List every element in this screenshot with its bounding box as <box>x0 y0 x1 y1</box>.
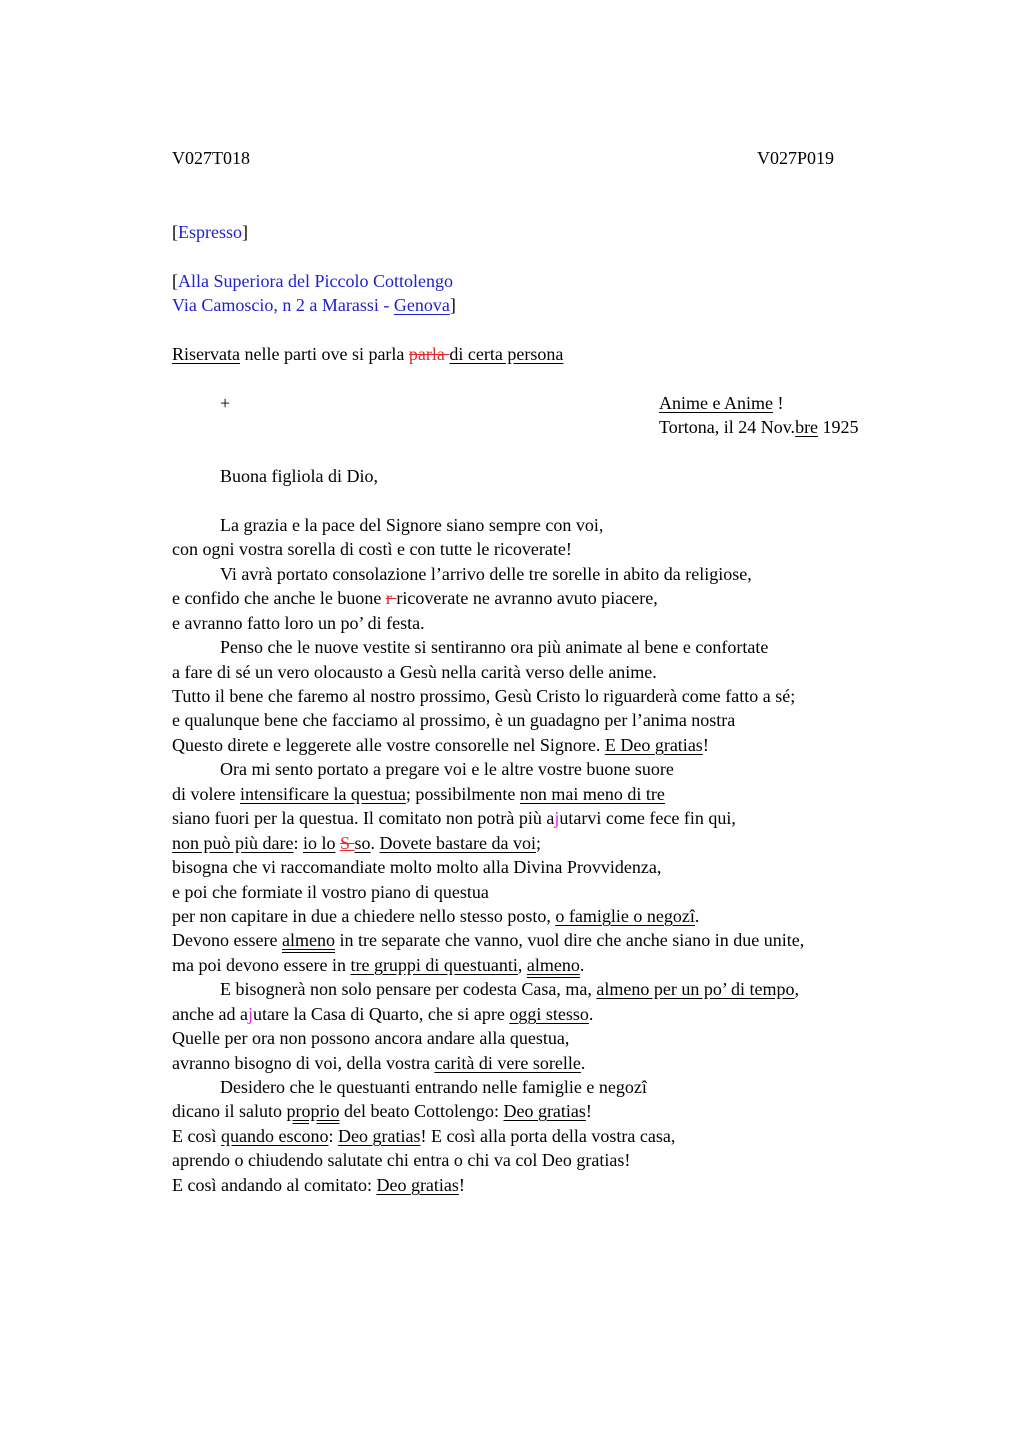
struck-word: parla <box>408 344 450 364</box>
body-line: Devono essere almeno in tre separate che vanno, vuol dire che anche siano in due unite, <box>172 930 805 950</box>
document-code-left: V027T018 <box>172 148 250 168</box>
body-line: non può più dare: io lo S so. Dovete bastare da voi; <box>172 833 541 853</box>
riservata-note: Riservata nelle parti ove si parla parla di certa persona <box>172 344 564 364</box>
motto: Anime e Anime ! <box>659 393 784 413</box>
body-line: avranno bisogno di voi, della vostra carità di vere sorelle. <box>172 1053 586 1073</box>
address-recipient: Alla Superiora del Piccolo Cottolengo <box>178 271 453 291</box>
body-line: Tutto il bene che faremo al nostro prossimo, Gesù Cristo lo riguarderà come fatto a sé; <box>172 686 796 706</box>
body-line: Desidero che le questuanti entrando nelle famiglie e negozî <box>220 1077 647 1097</box>
body-line: anche ad ajutare la Casa di Quarto, che si apre oggi stesso. <box>172 1004 594 1024</box>
address-line-2: Via Camoscio, n 2 a Marassi - Genova] <box>172 295 456 315</box>
body-line: di volere intensificare la questua; possibilmente non mai meno di tre <box>172 784 665 804</box>
address-line-1: [Alla Superiora del Piccolo Cottolengo <box>172 271 453 291</box>
body-line: e avranno fatto loro un po’ di festa. <box>172 613 425 633</box>
body-line: Ora mi sento portato a pregare voi e le altre vostre buone suore <box>220 759 674 779</box>
body-line: E così quando escono: Deo gratias! E così alla porta della vostra casa, <box>172 1126 676 1146</box>
riservata-word: Riservata <box>172 344 240 364</box>
body-line: E bisognerà non solo pensare per codesta Casa, ma, almeno per un po’ di tempo, <box>220 979 800 999</box>
body-line: con ogni vostra sorella di costì e con tutte le ricoverate! <box>172 539 572 559</box>
body-line: Questo direte e leggerete alle vostre consorelle nel Signore. E Deo gratias! <box>172 735 709 755</box>
body-line: E così andando al comitato: Deo gratias! <box>172 1175 465 1195</box>
dateline: Tortona, il 24 Nov.bre 1925 <box>659 417 859 437</box>
body-line: dicano il saluto proprio del beato Cottolengo: Deo gratias! <box>172 1101 592 1121</box>
document-code-right: V027P019 <box>757 148 835 168</box>
body-line: siano fuori per la questua. Il comitato non potrà più ajutarvi come fece fin qui, <box>172 808 736 828</box>
body-line: Vi avrà portato consolazione l’arrivo delle tre sorelle in abito da religiose, <box>220 564 752 584</box>
body-line: per non capitare in due a chiedere nello stesso posto, o famiglie o negozî. <box>172 906 700 926</box>
espresso-text: Espresso <box>178 222 242 242</box>
body-line: e qualunque bene che facciamo al prossimo, è un guadagno per l’anima nostra <box>172 710 736 730</box>
espresso-note: [Espresso] <box>172 222 248 242</box>
body-line: e poi che formiate il vostro piano di questua <box>172 882 489 902</box>
body-line: La grazia e la pace del Signore siano sempre con voi, <box>220 515 604 535</box>
salutation: Buona figliola di Dio, <box>220 466 378 486</box>
address-city: Genova <box>393 295 450 315</box>
body-line: bisogna che vi raccomandiate molto molto alla Divina Provvidenza, <box>172 857 662 877</box>
body-line: ma poi devono essere in tre gruppi di questuanti, almeno. <box>172 955 585 975</box>
address-street: Via Camoscio, n 2 a Marassi - <box>172 295 394 315</box>
body-line: Penso che le nuove vestite si sentiranno ora più animate al bene e confortate <box>220 637 769 657</box>
body-line: aprendo o chiudendo salutate chi entra o chi va col Deo gratias! <box>172 1150 631 1170</box>
body-line: e confido che anche le buone r ricoverate ne avranno avuto piacere, <box>172 588 658 608</box>
body-line: a fare di sé un vero olocausto a Gesù nella carità verso delle anime. <box>172 662 657 682</box>
cross-symbol: + <box>220 393 231 413</box>
body-line: Quelle per ora non possono ancora andare alla questua, <box>172 1028 570 1048</box>
